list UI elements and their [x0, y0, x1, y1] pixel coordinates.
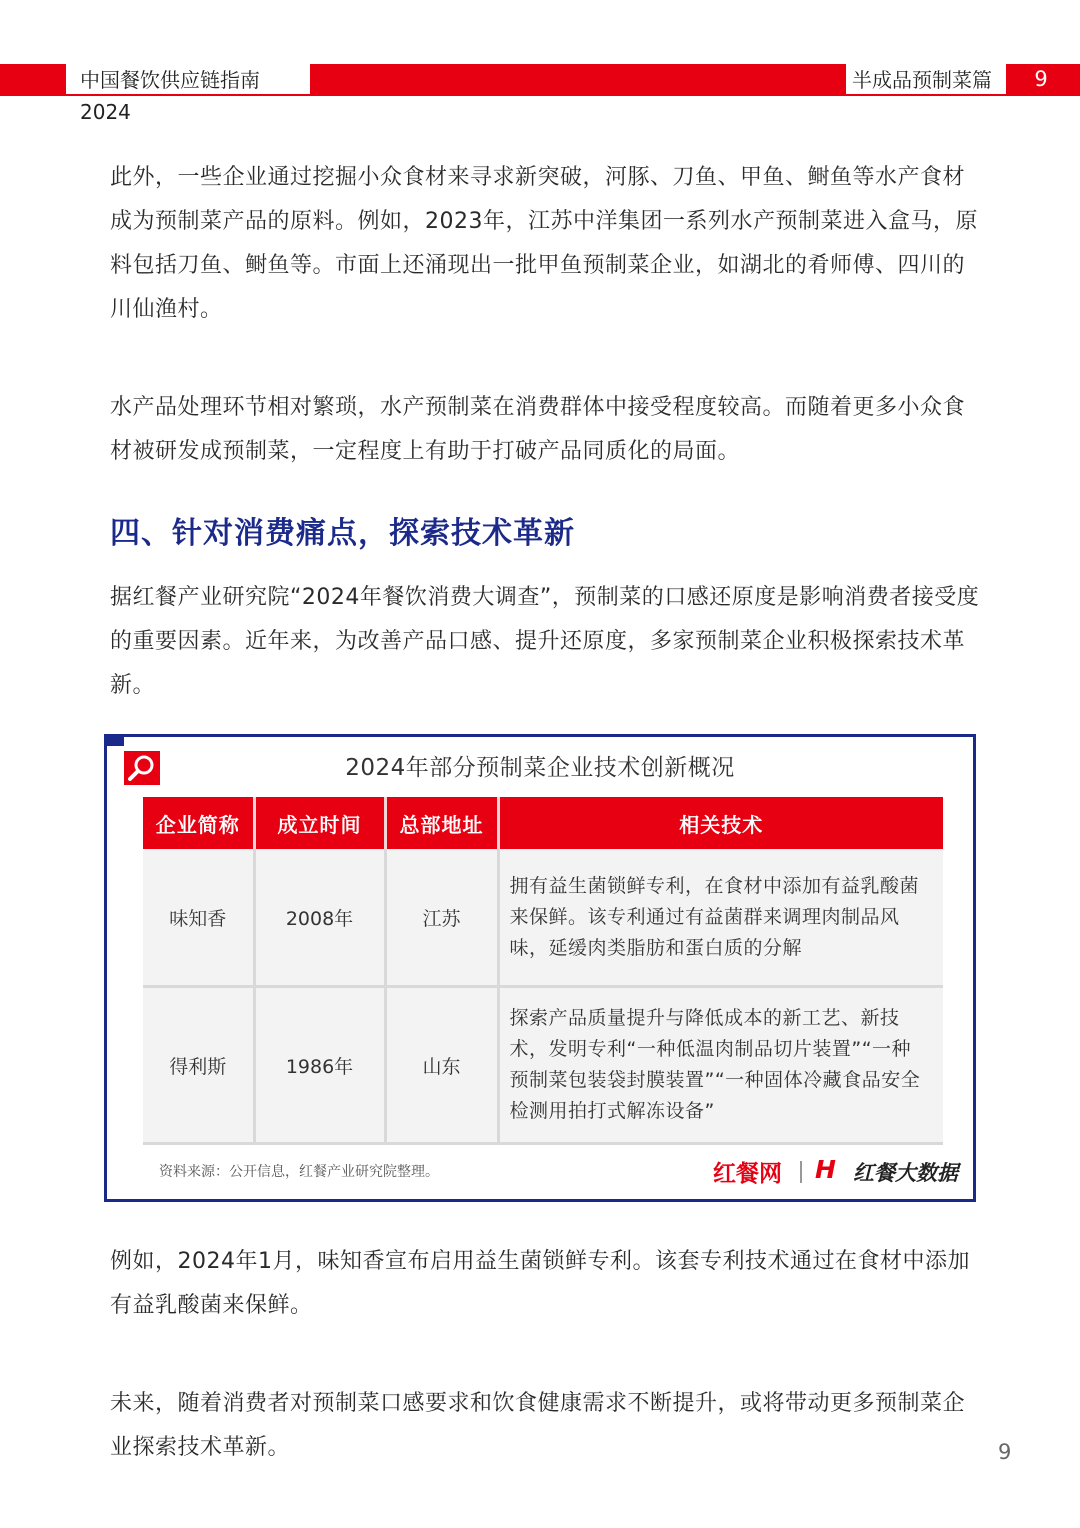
section-title: 四、针对消费痛点，探索技术革新	[110, 516, 575, 551]
col-header-hq: 总部地址	[385, 797, 498, 849]
cell-technology: 探索产品质量提升与降低成本的新工艺、新技术，发明专利“一种低温肉制品切片装置”“一种预制菜包装袋封膜装置”“一种固体冷藏食品安全检测用拍打式解冻设备”	[498, 987, 943, 1144]
paragraph-aquatic-products: 水产品处理环节相对繁琐，水产预制菜在消费群体中接受程度较高。而随着更多小众食材被研发成预制菜，一定程度上有助于打破产品同质化的局面。	[110, 395, 966, 464]
paragraph-niche-ingredients: 此外，一些企业通过挖掘小众食材来寻求新突破，河豚、刀鱼、甲鱼、鲥鱼等水产食材成为预制菜产品的原料。例如，2023年，江苏中洋集团一系列水产预制菜进入盒马，原料包括刀鱼、鲥鱼等。市面上还涌现出一批甲鱼预制菜企业，如湖北的肴师傅、四川的川仙渔村。	[110, 165, 978, 322]
header-guide-title: 中国餐饮供应链指南2024	[66, 64, 310, 96]
bigdata-logo-mark: H	[815, 1155, 836, 1184]
figure-title: 2024年部分预制菜企业技术创新概况	[345, 755, 735, 781]
header-page-number: 9	[1034, 67, 1048, 91]
col-header-company: 企业简称	[143, 797, 254, 849]
col-header-technology: 相关技术	[498, 797, 943, 849]
cell-hq: 山东	[385, 987, 498, 1144]
cell-founded: 1986年	[254, 987, 385, 1144]
tech-table	[143, 797, 943, 1145]
table-row	[143, 987, 943, 1144]
cell-technology: 拥有益生菌锁鲜专利，在食材中添加有益乳酸菌来保鲜。该专利通过有益菌群来调理肉制品风味，延缓肉类脂肪和蛋白质的分解	[498, 849, 943, 987]
bigdata-logo: 红餐大数据	[853, 1161, 958, 1185]
paragraph-outlook: 未来，随着消费者对预制菜口感要求和饮食健康需求不断提升，或将带动更多预制菜企业探索技术革新。	[110, 1391, 966, 1460]
cell-company: 得利斯	[143, 987, 254, 1144]
hongcan-logo: 红餐网	[713, 1161, 782, 1187]
tech-innovation-figure	[104, 734, 976, 1202]
paragraph-example: 例如，2024年1月，味知香宣布启用益生菌锁鲜专利。该套专利技术通过在食材中添加有益乳酸菌来保鲜。	[110, 1249, 970, 1318]
figure-corner-mark	[104, 734, 124, 746]
paragraph-survey: 据红餐产业研究院“2024年餐饮消费大调查”，预制菜的口感还原度是影响消费者接受度的重要因素。近年来，为改善产品口感、提升还原度，多家预制菜企业积极探索技术革新。	[110, 585, 980, 698]
cell-founded: 2008年	[254, 849, 385, 987]
table-row	[143, 849, 943, 987]
logo-divider	[800, 1161, 802, 1183]
col-header-founded: 成立时间	[254, 797, 385, 849]
footer-page-number: 9	[998, 1440, 1012, 1464]
cell-hq: 江苏	[385, 849, 498, 987]
table-header-row	[143, 797, 943, 849]
figure-source-note: 资料来源：公开信息，红餐产业研究院整理。	[159, 1164, 439, 1180]
header-chapter-title: 半成品预制菜篇	[846, 64, 1006, 96]
cell-company: 味知香	[143, 849, 254, 987]
